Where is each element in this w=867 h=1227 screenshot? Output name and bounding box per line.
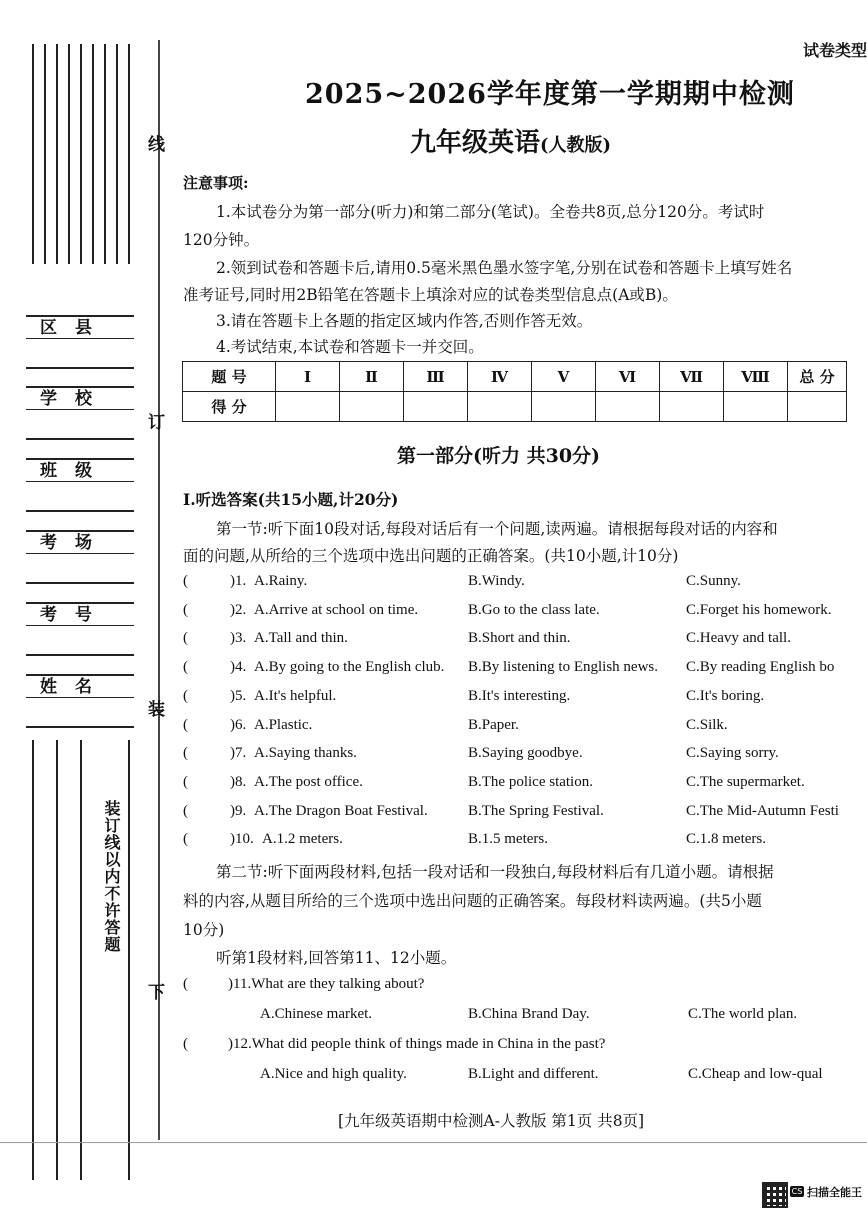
score-cell[interactable]: [532, 392, 596, 422]
question-number: )8.: [230, 774, 247, 790]
question-number: )3.: [230, 630, 247, 646]
question-option-c: C.By reading English bo: [686, 659, 835, 675]
question-option-a: A.Tall and thin.: [254, 630, 348, 646]
info-field-exam-number[interactable]: [26, 602, 134, 656]
answer-bracket[interactable]: (: [183, 803, 188, 819]
info-label-district: 区县: [26, 315, 134, 339]
exam-subtitle: [410, 122, 611, 159]
binding-char-staple: 订: [148, 413, 165, 433]
paper-type-label: 试卷类型: [802, 41, 867, 60]
info-field-exam-room[interactable]: [26, 530, 134, 584]
sec2-instruction-line: 第二节:听下面两段材料,包括一段对话和一段独白,每段材料后有几道小题。请根据: [216, 863, 774, 881]
question-number: )2.: [230, 602, 247, 618]
question-option-a: A.The Dragon Boat Festival.: [254, 803, 428, 819]
score-cell[interactable]: [596, 392, 660, 422]
score-table-row-label: 得 分: [183, 392, 276, 422]
binding-line-lower-2: [56, 740, 58, 1180]
binding-line-outer-5: [80, 44, 82, 264]
info-field-class[interactable]: [26, 458, 134, 512]
score-table-col: Ⅶ: [660, 362, 724, 392]
notice-line: 准考证号,同时用2B铅笔在答题卡上填涂对应的试卷类型信息点(A或B)。: [183, 286, 678, 304]
info-field-district[interactable]: [26, 315, 134, 369]
question-option-b: B.Saying goodbye.: [468, 745, 583, 761]
question-option-c: C.Silk.: [686, 717, 728, 733]
binding-char-line: 线: [148, 135, 165, 155]
score-cell[interactable]: [660, 392, 724, 422]
question-12-option-b: B.Light and different.: [468, 1066, 599, 1082]
footer-divider: [0, 1142, 867, 1143]
question-option-b: B.Short and thin.: [468, 630, 571, 646]
score-cell[interactable]: [404, 392, 468, 422]
question-number: )7.: [230, 745, 247, 761]
binding-char-bind: 装: [148, 700, 165, 720]
exam-title: 2025~2026学年度第一学期期中检测: [305, 79, 795, 110]
score-table-col: Ⅵ: [596, 362, 660, 392]
notice-line: 4.考试结束,本试卷和答题卡一并交回。: [216, 338, 484, 356]
question-option-a: A.By going to the English club.: [254, 659, 445, 675]
question-number: )6.: [230, 717, 247, 733]
sec2-instruction-line: 料的内容,从题目所给的三个选项中选出问题的正确答案。每段材料读两遍。(共5小题: [183, 892, 762, 910]
score-table-row-label: 题 号: [183, 362, 276, 392]
info-field-name[interactable]: [26, 674, 134, 728]
score-table: [182, 361, 847, 422]
question-option-c: C.It's boring.: [686, 688, 765, 704]
answer-bracket[interactable]: (: [183, 976, 188, 992]
question-option-b: B.Go to the class late.: [468, 602, 600, 618]
question-option-b: B.Windy.: [468, 573, 525, 589]
question-option-c: C.1.8 meters.: [686, 831, 766, 847]
score-cell[interactable]: [788, 392, 847, 422]
question-11-option-b: B.China Brand Day.: [468, 1006, 590, 1022]
question-option-b: B.It's interesting.: [468, 688, 571, 704]
question-option-a: A.Rainy.: [254, 573, 308, 589]
question-12-option-c: C.Cheap and low-qual: [688, 1066, 823, 1082]
question-12-stem: )12.What did people think of things made in China in the past?: [228, 1036, 606, 1052]
sec1-instruction-line: 第一节:听下面10段对话,每段对话后有一个问题,读两遍。请根据每段对话的内容和: [216, 520, 778, 538]
section1-title: Ⅰ.听选答案(共15小题,计20分): [183, 490, 399, 509]
camscanner-logo-icon: CS: [791, 1187, 803, 1196]
score-table-col: Ⅴ: [532, 362, 596, 392]
question-11-stem: )11.What are they talking about?: [228, 976, 425, 992]
answer-bracket[interactable]: (: [183, 745, 188, 761]
score-table-col: Ⅷ: [724, 362, 788, 392]
info-label-exam-room: 考场: [26, 530, 134, 554]
score-table-col: 总 分: [788, 362, 847, 392]
question-number: )10.: [230, 831, 254, 847]
info-field-school[interactable]: [26, 386, 134, 440]
question-number: )4.: [230, 659, 247, 675]
notice-line: 3.请在答题卡上各题的指定区域内作答,否则作答无效。: [216, 312, 593, 330]
score-table-col: Ⅰ: [276, 362, 340, 392]
info-label-exam-number: 考号: [26, 602, 134, 626]
question-11-option-a: A.Chinese market.: [260, 1006, 373, 1022]
binding-line-outer-1: [32, 44, 34, 264]
material-intro: 听第1段材料,回答第11、12小题。: [216, 949, 457, 967]
score-table-col: Ⅱ: [340, 362, 404, 392]
question-option-c: C.Heavy and tall.: [686, 630, 791, 646]
page-footer: [九年级英语期中检测A-人教版 第1页 共8页]: [338, 1112, 645, 1130]
binding-line-outer-7: [104, 44, 106, 264]
answer-bracket[interactable]: (: [183, 688, 188, 704]
notice-heading: 注意事项:: [183, 174, 249, 192]
answer-bracket[interactable]: (: [183, 573, 188, 589]
question-option-a: A.Arrive at school on time.: [254, 602, 419, 618]
notice-line: 2.领到试卷和答题卡后,请用0.5毫米黑色墨水签字笔,分别在试卷和答题卡上填写姓名: [216, 259, 793, 277]
qr-code-icon: [762, 1182, 788, 1208]
binding-line-outer-2: [44, 44, 46, 264]
binding-line-lower-3: [80, 740, 82, 1180]
answer-bracket[interactable]: (: [183, 774, 188, 790]
part1-title: 第一部分(听力 共30分): [397, 445, 601, 467]
question-number: )9.: [230, 803, 247, 819]
binding-line-lower-4: [128, 740, 130, 1180]
answer-bracket[interactable]: (: [183, 659, 188, 675]
question-option-a: A.Saying thanks.: [254, 745, 357, 761]
binding-line-outer-3: [56, 44, 58, 264]
score-table-col: Ⅳ: [468, 362, 532, 392]
score-cell[interactable]: [340, 392, 404, 422]
question-option-b: B.By listening to English news.: [468, 659, 659, 675]
info-label-class: 班级: [26, 458, 134, 482]
binding-line-lower-1: [32, 740, 34, 1180]
question-11-option-c: C.The world plan.: [688, 1006, 798, 1022]
binding-line-outer-6: [92, 44, 94, 264]
question-option-b: B.1.5 meters.: [468, 831, 548, 847]
sec2-instruction-line: 10分): [183, 921, 225, 939]
edition-label: (人教版): [540, 135, 612, 156]
info-label-name: 姓名: [26, 674, 134, 698]
score-table-header-row: [183, 362, 847, 392]
score-cell[interactable]: [276, 392, 340, 422]
subject-name: 九年级英语: [410, 128, 541, 158]
answer-bracket[interactable]: (: [183, 717, 188, 733]
binding-dashed-line: [158, 40, 160, 1140]
question-option-b: B.Paper.: [468, 717, 519, 733]
score-table-col: Ⅲ: [404, 362, 468, 392]
question-option-b: B.The police station.: [468, 774, 593, 790]
score-cell[interactable]: [468, 392, 532, 422]
binding-char-below: 下: [148, 983, 165, 1003]
score-table-score-row: [183, 392, 847, 422]
notice-line: 1.本试卷分为第一部分(听力)和第二部分(笔试)。全卷共8页,总分120分。考试时: [216, 203, 765, 221]
sec1-instruction-line: 面的问题,从所给的三个选项中选出问题的正确答案。(共10小题,计10分): [183, 547, 679, 565]
binding-line-outer-8: [116, 44, 118, 264]
question-option-a: A.1.2 meters.: [262, 831, 343, 847]
question-option-a: A.The post office.: [254, 774, 363, 790]
question-option-b: B.The Spring Festival.: [468, 803, 604, 819]
binding-line-outer-9: [128, 44, 130, 264]
question-option-c: C.The supermarket.: [686, 774, 805, 790]
answer-bracket[interactable]: (: [183, 1036, 188, 1052]
info-label-school: 学校: [26, 386, 134, 410]
question-option-c: C.The Mid-Autumn Festi: [686, 803, 839, 819]
score-cell[interactable]: [724, 392, 788, 422]
question-option-c: C.Sunny.: [686, 573, 741, 589]
camscanner-label: 扫描全能王: [807, 1186, 862, 1199]
question-12-option-a: A.Nice and high quality.: [260, 1066, 407, 1082]
answer-bracket[interactable]: (: [183, 630, 188, 646]
notice-line: 120分钟。: [183, 231, 260, 249]
answer-bracket[interactable]: (: [183, 602, 188, 618]
binding-note: 装订线以内不许答题: [102, 800, 121, 953]
question-option-c: C.Saying sorry.: [686, 745, 779, 761]
answer-bracket[interactable]: (: [183, 831, 188, 847]
question-option-c: C.Forget his homework.: [686, 602, 832, 618]
question-number: )5.: [230, 688, 247, 704]
binding-line-outer-4: [68, 44, 70, 264]
question-option-a: A.Plastic.: [254, 717, 313, 733]
question-option-a: A.It's helpful.: [254, 688, 337, 704]
question-number: )1.: [230, 573, 247, 589]
